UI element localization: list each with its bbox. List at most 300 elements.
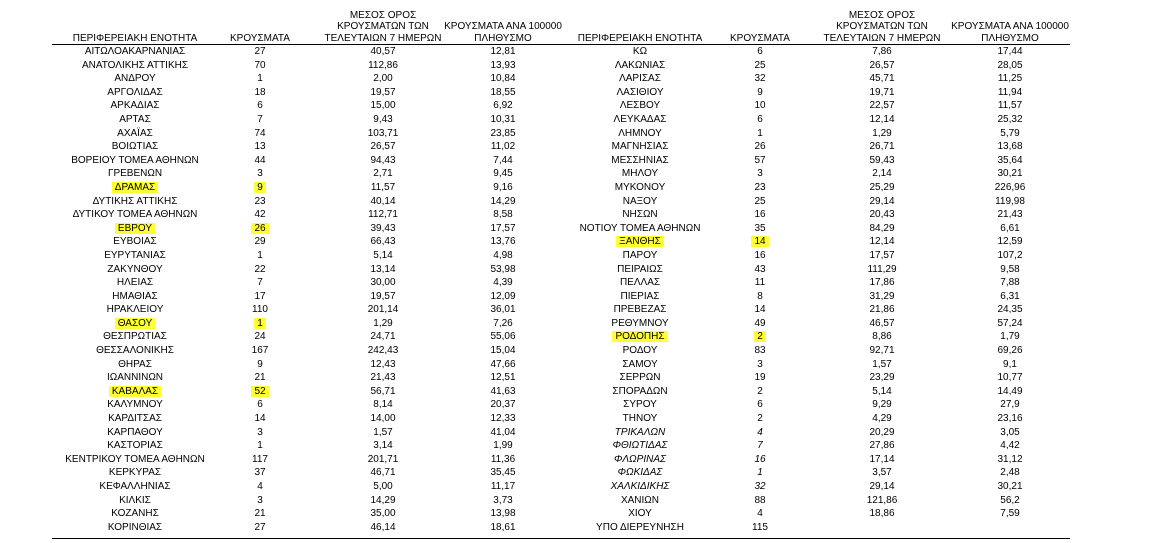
per100k-value: 18,61 bbox=[490, 521, 516, 533]
cases-value: 3 bbox=[757, 168, 763, 180]
cell-per100k bbox=[438, 412, 568, 426]
cases-value: 6 bbox=[757, 113, 763, 125]
cell-region bbox=[560, 72, 720, 86]
cases-value: 16 bbox=[754, 249, 766, 261]
cases-value: 3 bbox=[257, 168, 263, 180]
cell-per100k bbox=[945, 398, 1075, 412]
cell-per100k bbox=[438, 99, 568, 113]
avg7-value: 24,71 bbox=[370, 331, 396, 343]
cell-region bbox=[560, 86, 720, 100]
cell-per100k bbox=[438, 181, 568, 195]
cases-value: 1 bbox=[257, 249, 263, 261]
cell-per100k bbox=[945, 466, 1075, 480]
per100k-value: 28,05 bbox=[997, 59, 1023, 71]
cell-per100k bbox=[945, 235, 1075, 249]
region-value: ΝΗΣΩΝ bbox=[622, 209, 658, 221]
region-value: ΚΩ bbox=[632, 46, 648, 57]
cell-cases bbox=[220, 358, 300, 372]
cases-value: 24 bbox=[254, 331, 266, 343]
cell-per100k bbox=[438, 344, 568, 358]
region-value: ΤΡΙΚΑΛΩΝ bbox=[614, 426, 666, 438]
cell-per100k bbox=[438, 249, 568, 263]
cell-avg7 bbox=[318, 494, 448, 508]
cell-avg7 bbox=[318, 426, 448, 440]
cell-avg7 bbox=[318, 263, 448, 277]
cell-cases bbox=[720, 398, 800, 412]
cell-per100k bbox=[438, 317, 568, 331]
region-value: ΜΥΚΟΝΟΥ bbox=[614, 181, 666, 193]
header-per100k-right: ΚΡΟΥΣΜΑΤΑ ΑΝΑ 100000 ΠΛΗΘΥΣΜΟ bbox=[951, 21, 1069, 44]
per100k-value: 1,99 bbox=[493, 440, 513, 452]
header-region-left: ΠΕΡΙΦΕΡΕΙΑΚΗ ΕΝΟΤΗΤΑ bbox=[72, 32, 198, 44]
cell-region bbox=[560, 140, 720, 154]
cell-avg7 bbox=[812, 317, 952, 331]
cell-cases bbox=[720, 181, 800, 195]
per100k-value: 11,57 bbox=[997, 100, 1023, 112]
region-value: ΗΡΑΚΛΕΙΟΥ bbox=[106, 304, 164, 316]
cell-cases bbox=[220, 453, 300, 467]
per100k-value: 6,61 bbox=[1000, 222, 1020, 234]
cell-per100k bbox=[945, 303, 1075, 317]
cases-value: 4 bbox=[257, 481, 263, 492]
cell-cases bbox=[220, 480, 300, 494]
cell-avg7 bbox=[318, 371, 448, 385]
cell-cases bbox=[720, 330, 800, 344]
cell-avg7 bbox=[812, 249, 952, 263]
cell-region bbox=[560, 263, 720, 277]
cell-avg7 bbox=[318, 113, 448, 127]
cell-cases bbox=[720, 466, 800, 480]
region-value: ΒΟΡΕΙΟΥ ΤΟΜΕΑ ΑΘΗΝΩΝ bbox=[71, 154, 199, 166]
avg7-value: 40,57 bbox=[370, 46, 396, 57]
cell-region bbox=[560, 398, 720, 412]
avg7-value: 46,14 bbox=[370, 521, 396, 533]
cell-region bbox=[560, 330, 720, 344]
per100k-value: 56,2 bbox=[1000, 494, 1020, 506]
cell-avg7 bbox=[812, 222, 952, 236]
cases-value: 13 bbox=[254, 141, 266, 153]
cell-cases bbox=[720, 154, 800, 168]
cell-avg7 bbox=[318, 235, 448, 249]
cell-avg7 bbox=[318, 181, 448, 195]
cell-avg7 bbox=[812, 276, 952, 290]
per100k-value: 7,88 bbox=[1000, 277, 1020, 289]
cell-per100k bbox=[438, 72, 568, 86]
region-value: ΓΡΕΒΕΝΩΝ bbox=[107, 168, 163, 180]
per100k-value: 11,94 bbox=[997, 86, 1023, 98]
cases-value: 3 bbox=[257, 494, 263, 506]
cell-cases bbox=[720, 45, 800, 59]
cell-avg7 bbox=[318, 86, 448, 100]
cell-per100k bbox=[438, 398, 568, 412]
cell-per100k bbox=[945, 222, 1075, 236]
cell-region bbox=[560, 235, 720, 249]
avg7-value: 11,57 bbox=[370, 181, 396, 193]
cell-avg7 bbox=[812, 45, 952, 59]
cell-avg7 bbox=[812, 167, 952, 181]
cell-per100k bbox=[945, 439, 1075, 453]
cell-cases bbox=[720, 385, 800, 399]
per100k-value: 21,43 bbox=[997, 209, 1023, 221]
avg7-value: 1,29 bbox=[373, 317, 393, 329]
region-value: ΕΒΡΟΥ bbox=[115, 223, 155, 234]
cell-per100k bbox=[945, 330, 1075, 344]
cases-value: 35 bbox=[754, 222, 766, 234]
cell-region bbox=[40, 181, 230, 195]
header-avg7-right: ΜΕΣΟΣ ΟΡΟΣ ΚΡΟΥΣΜΑΤΩΝ ΤΩΝ ΤΕΛΕΥΤΑΙΩΝ 7 ΗΜΕΡΩΝ bbox=[823, 9, 941, 44]
region-value: ΜΗΛΟΥ bbox=[621, 168, 659, 180]
avg7-value: 13,14 bbox=[370, 263, 396, 275]
per100k-value: 7,26 bbox=[493, 317, 513, 329]
cases-value: 9 bbox=[757, 86, 763, 98]
cell-cases bbox=[720, 371, 800, 385]
cell-avg7 bbox=[812, 59, 952, 73]
region-value: ΦΘΙΩΤΙΔΑΣ bbox=[612, 440, 668, 452]
region-value: ΕΥΡΥΤΑΝΙΑΣ bbox=[104, 249, 166, 261]
per100k-value: 14,49 bbox=[997, 385, 1023, 397]
per100k-value: 17,44 bbox=[997, 46, 1023, 57]
cell-per100k bbox=[438, 263, 568, 277]
cases-value: 27 bbox=[254, 521, 266, 533]
avg7-value: 2,71 bbox=[373, 168, 393, 180]
avg7-value: 112,71 bbox=[368, 209, 398, 221]
cell-cases bbox=[220, 72, 300, 86]
cell-avg7 bbox=[318, 99, 448, 113]
cell-per100k bbox=[438, 480, 568, 494]
cell-cases bbox=[720, 453, 800, 467]
per100k-value: 4,42 bbox=[1000, 440, 1020, 452]
per100k-value: 57,24 bbox=[997, 317, 1023, 329]
avg7-value: 17,86 bbox=[869, 277, 895, 289]
region-value: ΣΑΜΟΥ bbox=[622, 358, 658, 370]
cases-value: 1 bbox=[257, 73, 263, 85]
cell-per100k bbox=[945, 72, 1075, 86]
cases-value: 23 bbox=[754, 181, 766, 193]
cell-per100k bbox=[438, 45, 568, 59]
cell-region bbox=[40, 453, 230, 467]
cell-region bbox=[40, 235, 230, 249]
region-value: ΡΟΔΟΥ bbox=[622, 345, 658, 357]
per100k-value: 8,58 bbox=[493, 209, 513, 221]
cases-value: 74 bbox=[254, 127, 266, 139]
cell-cases bbox=[220, 86, 300, 100]
cell-per100k bbox=[945, 86, 1075, 100]
cell-cases bbox=[720, 439, 800, 453]
cases-value: 1 bbox=[757, 127, 763, 139]
avg7-value: 12,14 bbox=[869, 236, 895, 248]
avg7-value: 121,86 bbox=[866, 494, 898, 506]
per100k-value: 12,33 bbox=[490, 413, 516, 425]
avg7-value: 19,57 bbox=[370, 290, 396, 302]
avg7-value: 14,29 bbox=[370, 494, 396, 506]
cell-region bbox=[40, 480, 230, 494]
cell-avg7 bbox=[318, 398, 448, 412]
avg7-value: 112,86 bbox=[368, 59, 398, 71]
avg7-value: 17,57 bbox=[869, 249, 895, 261]
cell-region bbox=[40, 290, 230, 304]
cell-per100k bbox=[945, 113, 1075, 127]
cell-per100k bbox=[438, 303, 568, 317]
avg7-value: 45,71 bbox=[869, 73, 895, 85]
cell-avg7 bbox=[812, 466, 952, 480]
cell-region bbox=[40, 86, 230, 100]
cell-cases bbox=[720, 167, 800, 181]
cases-value: 29 bbox=[254, 236, 266, 248]
cell-avg7 bbox=[812, 371, 952, 385]
per100k-value: 11,36 bbox=[490, 453, 516, 465]
cell-cases bbox=[720, 426, 800, 440]
cell-region bbox=[560, 453, 720, 467]
avg7-value: 22,57 bbox=[869, 100, 895, 112]
cases-value: 2 bbox=[757, 413, 763, 425]
cases-value: 4 bbox=[757, 508, 763, 520]
cell-avg7 bbox=[812, 480, 952, 494]
cell-region bbox=[40, 208, 230, 222]
avg7-value: 46,71 bbox=[370, 467, 396, 479]
avg7-value: 59,43 bbox=[869, 154, 895, 166]
cell-cases bbox=[720, 480, 800, 494]
cases-value: 10 bbox=[754, 100, 766, 112]
cases-value: 7 bbox=[257, 277, 263, 289]
cell-region bbox=[560, 439, 720, 453]
cell-avg7 bbox=[318, 385, 448, 399]
avg7-value: 111,29 bbox=[867, 263, 897, 275]
cell-per100k bbox=[945, 59, 1075, 73]
cell-region bbox=[560, 181, 720, 195]
cell-avg7 bbox=[812, 412, 952, 426]
cases-value: 7 bbox=[757, 440, 763, 452]
header-avg7-left: ΜΕΣΟΣ ΟΡΟΣ ΚΡΟΥΣΜΑΤΩΝ ΤΩΝ ΤΕΛΕΥΤΑΙΩΝ 7 ΗΜΕΡΩΝ bbox=[324, 9, 442, 44]
cell-per100k bbox=[945, 208, 1075, 222]
per100k-value: 36,01 bbox=[490, 304, 516, 316]
per100k-value: 25,32 bbox=[997, 113, 1023, 125]
per100k-value: 10,84 bbox=[490, 73, 516, 85]
region-value: ΧΑΝΙΩΝ bbox=[620, 494, 660, 506]
cell-cases bbox=[220, 222, 300, 236]
cases-value: 14 bbox=[254, 413, 266, 425]
region-value: ΑΝΔΡΟΥ bbox=[114, 73, 156, 85]
cell-avg7 bbox=[812, 344, 952, 358]
per100k-value: 226,96 bbox=[994, 181, 1026, 193]
cell-per100k bbox=[945, 507, 1075, 521]
avg7-value: 2,00 bbox=[373, 73, 393, 85]
per100k-value: 14,29 bbox=[490, 195, 516, 207]
cell-region bbox=[40, 371, 230, 385]
cell-per100k bbox=[438, 208, 568, 222]
region-value: ΛΕΥΚΑΔΑΣ bbox=[613, 113, 667, 125]
avg7-value: 5,14 bbox=[872, 385, 892, 397]
cell-avg7 bbox=[812, 426, 952, 440]
cell-per100k bbox=[438, 59, 568, 73]
avg7-value: 30,00 bbox=[370, 277, 396, 289]
cell-region bbox=[560, 426, 720, 440]
cases-value: 25 bbox=[754, 195, 766, 207]
cell-per100k bbox=[438, 521, 568, 535]
cell-per100k bbox=[438, 276, 568, 290]
cases-value: 11 bbox=[754, 277, 766, 289]
cases-value: 14 bbox=[751, 236, 768, 247]
cell-region bbox=[560, 290, 720, 304]
cases-value: 1 bbox=[254, 318, 266, 329]
avg7-value: 27,86 bbox=[869, 440, 895, 452]
per100k-value: 13,76 bbox=[490, 236, 516, 248]
cell-per100k bbox=[438, 439, 568, 453]
cell-region bbox=[40, 59, 230, 73]
cell-avg7 bbox=[318, 330, 448, 344]
region-value: ΠΑΡΟΥ bbox=[622, 249, 658, 261]
cell-cases bbox=[220, 235, 300, 249]
per100k-value: 41,04 bbox=[490, 426, 516, 438]
cell-cases bbox=[720, 72, 800, 86]
cell-region bbox=[40, 398, 230, 412]
cell-cases bbox=[720, 59, 800, 73]
cell-cases bbox=[220, 208, 300, 222]
region-value: ΣΥΡΟΥ bbox=[623, 399, 657, 411]
avg7-value: 26,71 bbox=[869, 141, 895, 153]
cases-value: 110 bbox=[252, 304, 268, 316]
cell-per100k bbox=[438, 154, 568, 168]
avg7-value: 23,29 bbox=[869, 372, 895, 384]
cell-cases bbox=[720, 290, 800, 304]
cases-value: 21 bbox=[254, 372, 266, 384]
cell-region bbox=[40, 127, 230, 141]
cases-value: 2 bbox=[754, 331, 766, 342]
cell-cases bbox=[220, 317, 300, 331]
cell-avg7 bbox=[318, 412, 448, 426]
cell-per100k bbox=[438, 371, 568, 385]
region-value: ΕΥΒΟΙΑΣ bbox=[113, 236, 157, 248]
cases-value: 88 bbox=[754, 494, 766, 506]
cell-cases bbox=[220, 371, 300, 385]
cell-region bbox=[40, 167, 230, 181]
region-value: ΗΜΑΘΙΑΣ bbox=[112, 290, 158, 302]
per100k-value: 17,57 bbox=[490, 222, 516, 234]
per100k-value: 35,64 bbox=[997, 154, 1023, 166]
cell-per100k bbox=[438, 167, 568, 181]
cases-value: 1 bbox=[257, 440, 263, 452]
cell-avg7 bbox=[318, 154, 448, 168]
avg7-value: 92,71 bbox=[869, 345, 895, 357]
region-value: ΛΕΣΒΟΥ bbox=[619, 100, 661, 112]
cell-avg7 bbox=[812, 181, 952, 195]
region-value: ΛΑΣΙΘΙΟΥ bbox=[616, 86, 664, 98]
region-value: ΥΠΟ ΔΙΕΡΕΥΝΗΣΗ bbox=[596, 521, 684, 533]
cell-cases bbox=[220, 113, 300, 127]
cell-region bbox=[560, 494, 720, 508]
region-value: ΠΕΙΡΑΙΩΣ bbox=[617, 263, 663, 275]
per100k-value: 9,45 bbox=[493, 168, 513, 180]
cell-avg7 bbox=[318, 480, 448, 494]
cell-cases bbox=[720, 235, 800, 249]
cases-value: 83 bbox=[754, 345, 766, 357]
cell-avg7 bbox=[318, 453, 448, 467]
region-value: ΑΡΤΑΣ bbox=[119, 113, 151, 125]
cell-per100k bbox=[945, 426, 1075, 440]
cell-region bbox=[40, 426, 230, 440]
cell-avg7 bbox=[318, 249, 448, 263]
cell-region bbox=[40, 439, 230, 453]
cell-avg7 bbox=[318, 222, 448, 236]
avg7-value: 20,43 bbox=[869, 209, 895, 221]
per100k-value: 10,31 bbox=[490, 113, 516, 125]
cell-per100k bbox=[945, 480, 1075, 494]
cases-value: 43 bbox=[754, 263, 766, 275]
region-value: ΘΑΣΟΥ bbox=[115, 318, 156, 329]
cell-avg7 bbox=[318, 507, 448, 521]
avg7-value: 29,14 bbox=[869, 195, 895, 207]
avg7-value: 1,57 bbox=[373, 426, 393, 438]
cases-value: 49 bbox=[754, 317, 766, 329]
cases-value: 6 bbox=[757, 46, 763, 57]
cell-cases bbox=[220, 59, 300, 73]
cases-value: 6 bbox=[257, 399, 263, 411]
region-value: ΠΕΛΛΑΣ bbox=[619, 277, 661, 289]
cases-value: 2 bbox=[757, 385, 763, 397]
cases-value: 16 bbox=[754, 209, 766, 221]
cell-avg7 bbox=[318, 72, 448, 86]
cell-avg7 bbox=[318, 439, 448, 453]
region-value: ΘΕΣΠΡΩΤΙΑΣ bbox=[103, 331, 167, 343]
cell-per100k bbox=[438, 235, 568, 249]
cell-cases bbox=[720, 263, 800, 277]
cell-per100k bbox=[438, 385, 568, 399]
cell-region bbox=[40, 195, 230, 209]
avg7-value: 26,57 bbox=[869, 59, 895, 71]
avg7-value: 5,14 bbox=[373, 249, 393, 261]
per100k-value: 4,98 bbox=[493, 249, 513, 261]
cell-per100k bbox=[945, 371, 1075, 385]
cell-region bbox=[40, 140, 230, 154]
cases-value: 16 bbox=[754, 453, 766, 465]
per100k-value: 23,85 bbox=[490, 127, 516, 139]
cell-cases bbox=[720, 507, 800, 521]
region-value: ΦΩΚΙΔΑΣ bbox=[617, 467, 663, 479]
cell-cases bbox=[720, 358, 800, 372]
cases-value: 21 bbox=[254, 508, 266, 520]
cell-region bbox=[560, 249, 720, 263]
region-value: ΚΑΡΠΑΘΟΥ bbox=[107, 426, 163, 438]
per100k-value: 12,09 bbox=[490, 290, 516, 302]
cell-avg7 bbox=[812, 358, 952, 372]
avg7-value: 103,71 bbox=[367, 127, 399, 139]
cell-per100k bbox=[438, 358, 568, 372]
cell-region bbox=[560, 480, 720, 494]
cell-region bbox=[560, 113, 720, 127]
per100k-value: 12,81 bbox=[490, 46, 516, 57]
region-value: ΚΕΦΑΛΛΗΝΙΑΣ bbox=[99, 481, 171, 492]
header-per100k-left: ΚΡΟΥΣΜΑΤΑ ΑΝΑ 100000 ΠΛΗΘΥΣΜΟ bbox=[444, 21, 562, 44]
cell-cases bbox=[220, 276, 300, 290]
avg7-value: 84,29 bbox=[869, 222, 895, 234]
avg7-value: 21,86 bbox=[869, 304, 895, 316]
cell-avg7 bbox=[812, 303, 952, 317]
cell-per100k bbox=[945, 181, 1075, 195]
avg7-value: 9,43 bbox=[373, 113, 393, 125]
cell-avg7 bbox=[318, 344, 448, 358]
per100k-value: 7,59 bbox=[1000, 508, 1020, 520]
avg7-value: 56,71 bbox=[370, 385, 396, 397]
region-value: ΛΑΡΙΣΑΣ bbox=[619, 73, 661, 85]
cell-cases bbox=[720, 494, 800, 508]
cell-region bbox=[40, 358, 230, 372]
avg7-value: 29,14 bbox=[869, 481, 895, 492]
region-value: ΛΗΜΝΟΥ bbox=[618, 127, 662, 139]
cases-value: 44 bbox=[254, 154, 266, 166]
cases-value: 37 bbox=[254, 467, 266, 479]
cases-value: 22 bbox=[254, 263, 266, 275]
avg7-value: 31,29 bbox=[869, 290, 895, 302]
cell-per100k bbox=[945, 99, 1075, 113]
